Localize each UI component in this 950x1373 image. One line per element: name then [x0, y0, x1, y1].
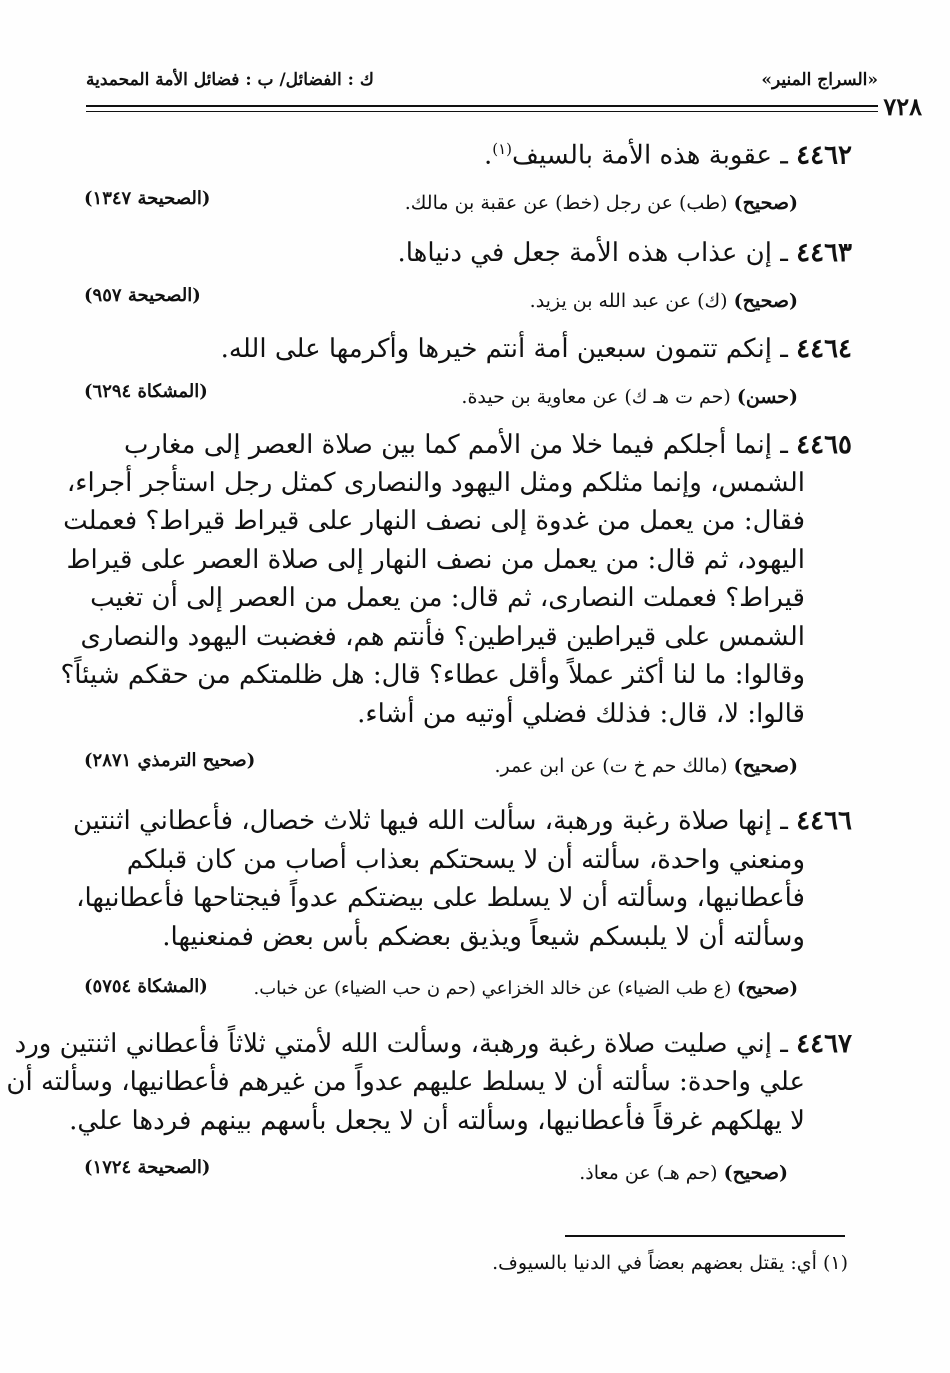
hadith-text-line: الشمس، وإنما مثلكم ومثل اليهود والنصارى كمثل رجل استأجر أجراء، — [66, 468, 805, 498]
hadith-reference: (المشكاة ٥٧٥٤) — [84, 976, 208, 997]
hadith-number: ٤٤٦٥ — [796, 430, 852, 460]
hadith-grade — [405, 192, 798, 214]
page-number: ٧٢٨ — [883, 92, 922, 121]
grade-source: (مالك حم خ ت) عن ابن عمر. — [494, 755, 728, 777]
hadith-4465 — [124, 432, 852, 458]
hadith-grade — [461, 386, 798, 408]
footnote-rule — [565, 1235, 845, 1237]
grade-label: (صحيح) — [737, 978, 798, 999]
grade-source: (حم هـ) عن معاذ. — [579, 1162, 718, 1184]
hadith-text-line: لا يهلكهم غرقاً فأعطانيها، وسألته أن لا يجعل بأسهم بينهم فردها علي. — [69, 1106, 805, 1136]
hadith-number: ٤٤٦٤ — [796, 334, 852, 364]
hadith-text-line: ـ إن عذاب هذه الأمة جعل في دنياها. — [397, 238, 788, 268]
hadith-text-line: الشمس على قيراطين قيراطين؟ فأنتم هم، فغضبت اليهود والنصارى — [80, 622, 805, 652]
footnote-text: أي: يقتل بعضهم بعضاً في الدنيا بالسيوف. — [492, 1252, 817, 1274]
hadith-text-line: ـ إنها صلاة رغبة ورهبة، سألت الله فيها ثلاث خصال، فأعطاني اثنتين — [72, 806, 788, 836]
hadith-text-line: ـ عقوبة هذه الأمة بالسيف — [511, 140, 788, 171]
hadith-reference: (الصحيحة ١٧٢٤) — [84, 1157, 211, 1178]
header-rule — [86, 105, 878, 107]
grade-source: (ك) عن عبد الله بن يزيد. — [529, 290, 728, 312]
grade-source: (ع طب الضياء) عن خالد الخزاعي (حم ن حب الضياء) عن خباب. — [253, 978, 732, 999]
hadith-text-line: ـ إني صليت صلاة رغبة ورهبة، وسألت الله لأمتي ثلاثاً فأعطاني اثنتين ورد — [14, 1029, 788, 1059]
hadith-text-line: ـ إنما أجلكم فيما خلا من الأمم كما بين صلاة العصر إلى مغارب — [124, 430, 788, 460]
running-header-section: ك : الفضائل/ ب : فضائل الأمة المحمدية — [86, 70, 374, 90]
hadith-reference: (الصحيحة ٩٥٧) — [84, 285, 201, 306]
hadith-text-line: ومنعني واحدة، سألته أن لا يسحتكم بعذاب أصاب من كان قبلكم — [126, 845, 805, 875]
hadith-grade — [495, 755, 798, 777]
hadith-text-line: علي واحدة: سألته أن لا يسلط عليهم عدواً من غيرهم فأعطانيها، وسألته أن — [6, 1067, 805, 1097]
hadith-grade — [530, 290, 798, 312]
grade-label: (حسن) — [736, 386, 798, 408]
hadith-reference: (الصحيحة ١٣٤٧) — [84, 188, 211, 209]
grade-label: (صحيح) — [733, 192, 798, 214]
hadith-grade — [579, 1162, 788, 1184]
footnote — [492, 1252, 848, 1274]
hadith-4463 — [397, 240, 852, 266]
hadith-4466 — [73, 808, 852, 834]
hadith-line-end: . — [483, 140, 493, 171]
header-rule-thin — [86, 111, 878, 112]
footnote-number: (١) — [822, 1252, 848, 1274]
hadith-number: ٤٤٦٣ — [796, 238, 852, 268]
hadith-text-line: ـ إنكم تتمون سبعين أمة أنتم خيرها وأكرمها على الله. — [220, 334, 788, 364]
hadith-text-line: اليهود، ثم قال: من يعمل من نصف النهار إلى صلاة العصر على قيراط — [66, 545, 805, 575]
hadith-reference: (صحيح الترمذي ٢٨٧١) — [84, 750, 256, 771]
running-header-book-title: «السراج المنير» — [761, 70, 878, 90]
hadith-text-line: وسألته أن لا يلبسكم شيعاً ويذيق بعضكم بأس بعض فمنعنيها. — [162, 922, 805, 952]
hadith-number: ٤٤٦٢ — [796, 140, 852, 171]
hadith-4467 — [15, 1031, 852, 1057]
hadith-reference: (المشكاة ٦٢٩٤) — [84, 381, 208, 402]
hadith-number: ٤٤٦٧ — [796, 1029, 852, 1059]
footnote-marker: (١) — [492, 140, 512, 158]
hadith-text-line: قالوا: لا، قال: فذلك فضلي أوتيه من أشاء. — [357, 699, 805, 729]
hadith-4464 — [221, 336, 852, 362]
grade-label: (صحيح) — [733, 290, 798, 312]
hadith-text-line: وقالوا: ما لنا أكثر عملاً وأقل عطاء؟ قال: هل ظلمتكم من حقكم شيئاً؟ — [60, 660, 805, 690]
hadith-number: ٤٤٦٦ — [796, 806, 852, 836]
grade-source: (طب) عن رجل (خط) عن عقبة بن مالك. — [404, 192, 728, 214]
hadith-4462 — [484, 142, 852, 169]
hadith-text-line: قيراط؟ فعملت النصارى، ثم قال: من يعمل من العصر إلى أن تغيب — [90, 583, 805, 613]
hadith-text-line: فقال: من يعمل من غدوة إلى نصف النهار على قيراط قيراط؟ فعملت — [63, 506, 805, 536]
grade-label: (صحيح) — [733, 755, 798, 777]
hadith-grade — [254, 978, 799, 999]
hadith-text-line: فأعطانيها، وسألته أن لا يسلط على بيضتكم عدواً فيجتاحها فأعطانيها، — [76, 883, 805, 913]
grade-source: (حم ت هـ ك) عن معاوية بن حيدة. — [461, 386, 731, 408]
grade-label: (صحيح) — [723, 1162, 788, 1184]
